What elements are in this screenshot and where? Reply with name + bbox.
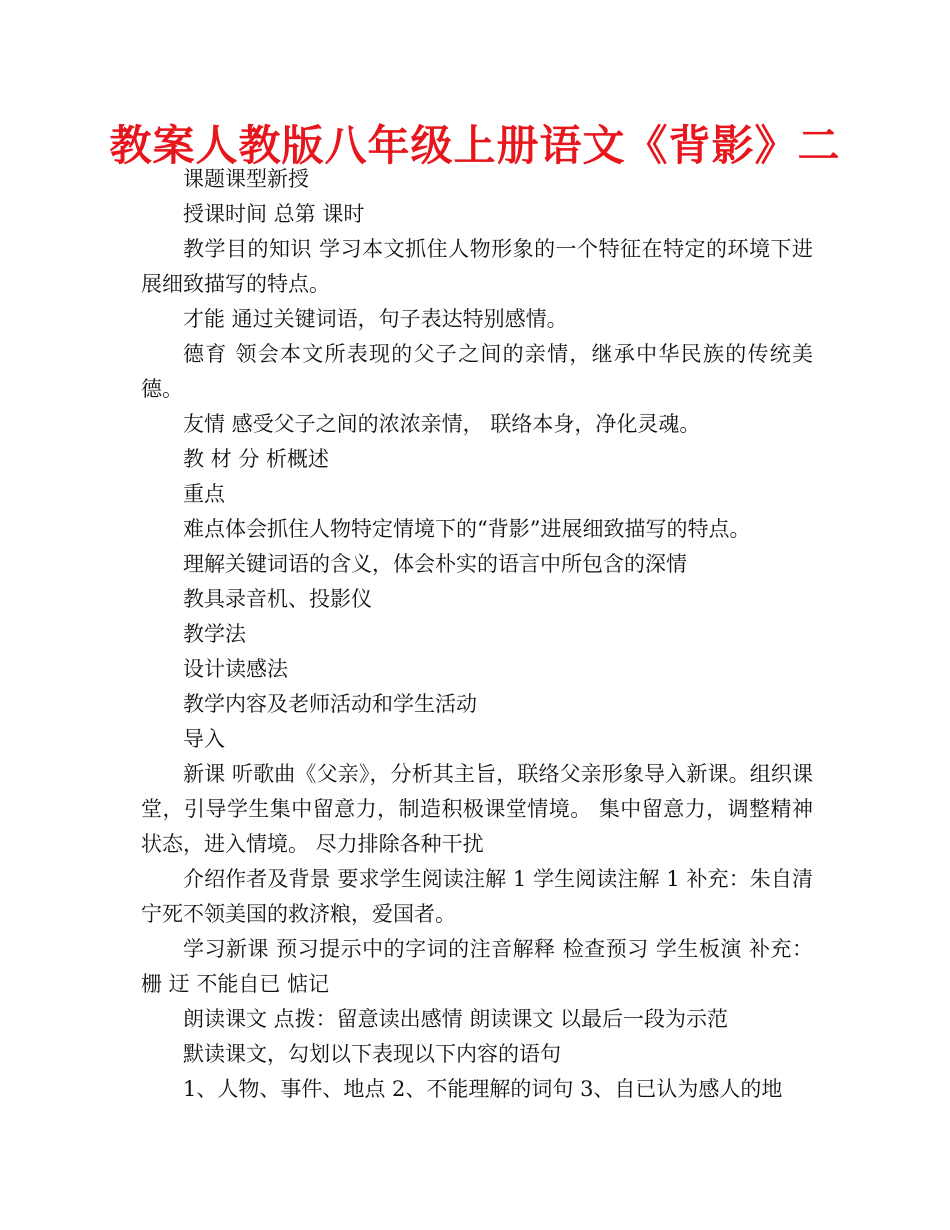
paragraph: 课题课型新授: [183, 167, 309, 191]
paragraph: 设计读感法: [183, 657, 288, 681]
paragraph: 1、人物、事件、地点 2、不能理解的词句 3、自已认为感人的地: [183, 1077, 783, 1101]
paragraph: 教学内容及老师活动和学生活动: [183, 692, 477, 716]
paragraph: 重点: [183, 482, 225, 506]
document-title: 教案人教版八年级上册语文《背影》二: [109, 121, 841, 170]
paragraph: 理解关键词语的含义，体会朴实的语言中所包含的深情: [183, 552, 687, 576]
paragraph: 教学法: [183, 622, 246, 646]
paragraph: 才能 通过关键词语，句子表达特别感情。: [183, 307, 568, 331]
document-body: [141, 162, 813, 1107]
paragraph: 难点体会抓住人物特定情境下的“背影”进展细致描写的特点。: [183, 517, 751, 541]
paragraph: 默读课文，勾划以下表现以下内容的语句: [183, 1042, 561, 1066]
paragraph: 新课 听歌曲《父亲》，分析其主旨，联络父亲形象导入新课。组织课堂，引导学生集中留意力，制造积极课堂情境。 集中留意力，调整精神状态，进入情境。 尽力排除各种干扰: [141, 762, 813, 856]
paragraph: 朗读课文 点拨：留意读出感情 朗读课文 以最后一段为示范: [183, 1007, 729, 1031]
paragraph: 授课时间 总第 课时: [183, 202, 365, 226]
paragraph: 德育 领会本文所表现的父子之间的亲情，继承中华民族的传统美德。: [141, 342, 813, 401]
paragraph: 教具录音机、投影仪: [183, 587, 372, 611]
paragraph: 友情 感受父子之间的浓浓亲情， 联络本身，净化灵魂。: [183, 412, 701, 436]
paragraph: 学习新课 预习提示中的字词的注音解释 检查预习 学生板演 补充：栅 迂 不能自已 惦记: [141, 937, 813, 996]
paragraph: 导入: [183, 727, 225, 751]
paragraph: 介绍作者及背景 要求学生阅读注解 1 学生阅读注解 1 补充：朱自清宁死不领美国的救济粮，爱国者。: [141, 867, 813, 926]
paragraph: 教学目的知识 学习本文抓住人物形象的一个特征在特定的环境下进展细致描写的特点。: [141, 237, 813, 296]
paragraph: 教 材 分 析概述: [183, 447, 330, 471]
